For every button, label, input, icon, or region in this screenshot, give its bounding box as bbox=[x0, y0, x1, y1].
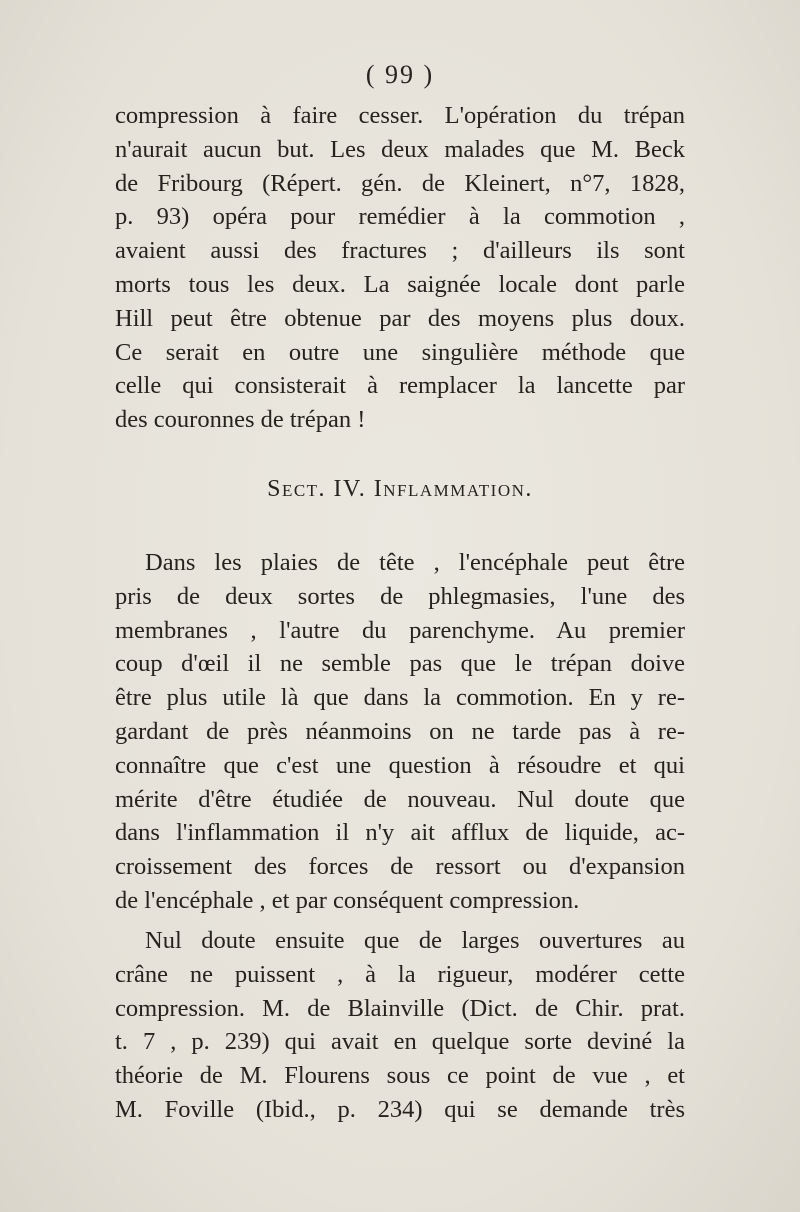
text-line: mérite d'être étudiée de nouveau. Nul doute que bbox=[115, 785, 685, 813]
text-line: dans l'inflammation il n'y ait afflux de liquide, ac- bbox=[115, 819, 685, 847]
text-line: n'aurait aucun but. Les deux malades que M. Beck bbox=[115, 135, 685, 163]
section-heading: Sect. IV. Inflammation. bbox=[267, 476, 533, 502]
paragraph-3 bbox=[115, 924, 685, 1127]
text-line: avaient aussi des fractures ; d'ailleurs ils sont bbox=[115, 237, 685, 265]
page-number: ( 99 ) bbox=[365, 60, 435, 89]
text-line: compression. M. de Blainville (Dict. de Chir. prat. bbox=[115, 994, 685, 1022]
text-line: pris de deux sortes de phlegmasies, l'une des bbox=[115, 582, 685, 610]
text-line: M. Foville (Ibid., p. 234) qui se demande très bbox=[115, 1095, 685, 1123]
text-line: être plus utile là que dans la commotion. En y re- bbox=[115, 684, 685, 712]
text-line: de l'encéphale , et par conséquent compression. bbox=[115, 886, 580, 914]
paragraph-2 bbox=[115, 546, 685, 918]
text-line: t. 7 , p. 239) qui avait en quelque sorte deviné la bbox=[115, 1028, 685, 1056]
text-line: coup d'œil il ne semble pas que le trépan doive bbox=[115, 650, 685, 678]
text-line: Nul doute ensuite que de larges ouvertures au bbox=[145, 927, 685, 954]
text-line: morts tous les deux. La saignée locale dont parle bbox=[115, 270, 685, 298]
text-line: Ce serait en outre une singulière méthode que bbox=[115, 338, 685, 366]
text-line: théorie de M. Flourens sous ce point de vue , et bbox=[115, 1062, 685, 1090]
text-line: Hill peut être obtenue par des moyens plus doux. bbox=[115, 304, 685, 332]
text-line: connaître que c'est une question à résoudre et qui bbox=[115, 751, 685, 779]
text-line: des couronnes de trépan ! bbox=[115, 406, 366, 434]
text-line: crâne ne puissent , à la rigueur, modérer cette bbox=[115, 960, 685, 988]
text-line: celle qui consisterait à remplacer la lancette par bbox=[115, 372, 685, 400]
paragraph-1 bbox=[115, 99, 685, 437]
text-line: p. 93) opéra pour remédier à la commotion , bbox=[115, 203, 685, 231]
text-line: croissement des forces de ressort ou d'expansion bbox=[115, 853, 685, 881]
text-line: compression à faire cesser. L'opération du trépan bbox=[115, 102, 685, 129]
text-line: membranes , l'autre du parenchyme. Au premier bbox=[115, 616, 685, 644]
text-line: Dans les plaies de tête , l'encéphale peut être bbox=[145, 549, 685, 576]
text-line: de Fribourg (Répert. gén. de Kleinert, n°7, 1828, bbox=[115, 169, 685, 197]
text-line: gardant de près néanmoins on ne tarde pas à re- bbox=[115, 717, 685, 745]
